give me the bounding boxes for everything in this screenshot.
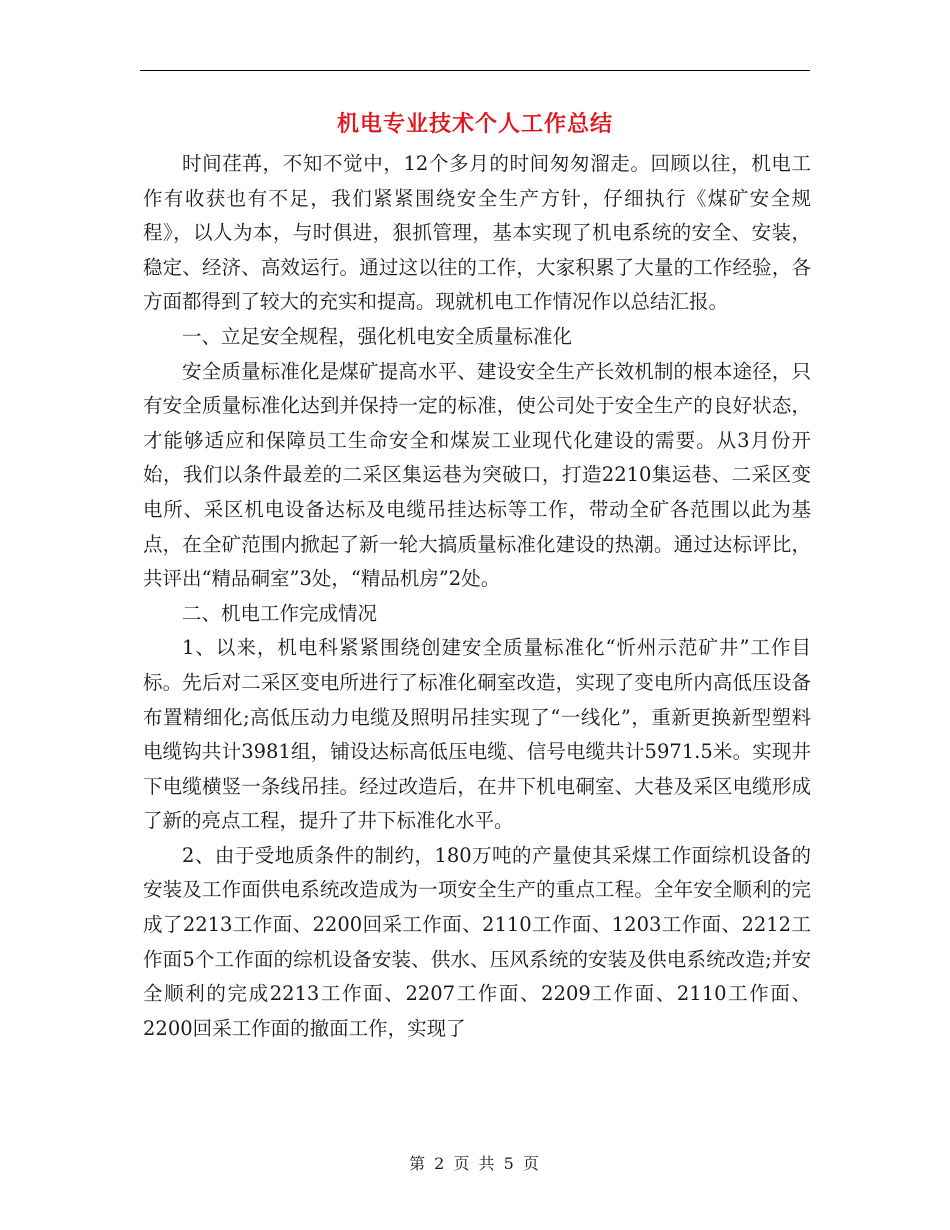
page-number-footer: 第 2 页 共 5 页 <box>409 1154 541 1173</box>
section-heading-2: 二、机电工作完成情况 <box>182 601 378 625</box>
paragraph-standardization: 安全质量标准化是煤矿提高水平、建设安全生产长效机制的根本途径，只有安全质量标准化达到并保持一定的标准，使公司处于安全生产的良好状态，才能够适应和保障员工生命安全和煤炭工业现代化建设的需要。从3月份开始，我们以条件最差的二采区集运巷为突破口，打造2210集运巷、二采区变电所、采区机电设备达标及电缆吊挂达标等工作，带动全矿各范围以此为基点，在全矿范围内掀起了新一轮大搞质量标准化建设的热潮。通过达标评比，共评出“精品硐室”3处，“精品机房”2处。 <box>143 359 811 591</box>
document-title: 机电专业技术个人工作总结 <box>336 111 613 137</box>
paragraph-item-2: 2、由于受地质条件的制约，180万吨的产量使其采煤工作面综机设备的安装及工作面供电系统改造成为一项安全生产的重点工程。全年安全顺利的完成了2213工作面、2200回采工作面、2110工作面、1203工作面、2212工作面5个工作面的综机设备安装、供水、压风系统的安装及供电系统改造;并安全顺利的完成2213工作面、2207工作面、2209工作面、2110工作面、2200回采工作面的撤面工作，实现了 <box>143 843 811 1040</box>
section-heading-1: 一、立足安全规程，强化机电安全质量标准化 <box>182 324 573 348</box>
header-rule <box>140 70 810 71</box>
paragraph-item-1: 1、以来，机电科紧紧围绕创建安全质量标准化“忻州示范矿井”工作目标。先后对二采区变电所进行了标准化硐室改造，实现了变电所内高低压设备布置精细化;高低压动力电缆及照明吊挂实现了“一线化”，重新更换新型塑料电缆钩共计3981组，铺设达标高低压电缆、信号电缆共计5971.5米。实现井下电缆横竖一条线吊挂。经过改造后，在井下机电硐室、大巷及采区电缆形成了新的亮点工程，提升了井下标准化水平。 <box>143 636 811 833</box>
paragraph-intro: 时间荏苒，不知不觉中，12个多月的时间匆匆溜走。回顾以往，机电工作有收获也有不足，我们紧紧围绕安全生产方针，仔细执行《煤矿安全规程》，以人为本，与时俱进，狠抓管理，基本实现了机电系统的安全、安装，稳定、经济、高效运行。通过这以往的工作，大家积累了大量的工作经验，各方面都得到了较大的充实和提高。现就机电工作情况作以总结汇报。 <box>143 152 811 314</box>
document-body <box>143 147 811 1046</box>
